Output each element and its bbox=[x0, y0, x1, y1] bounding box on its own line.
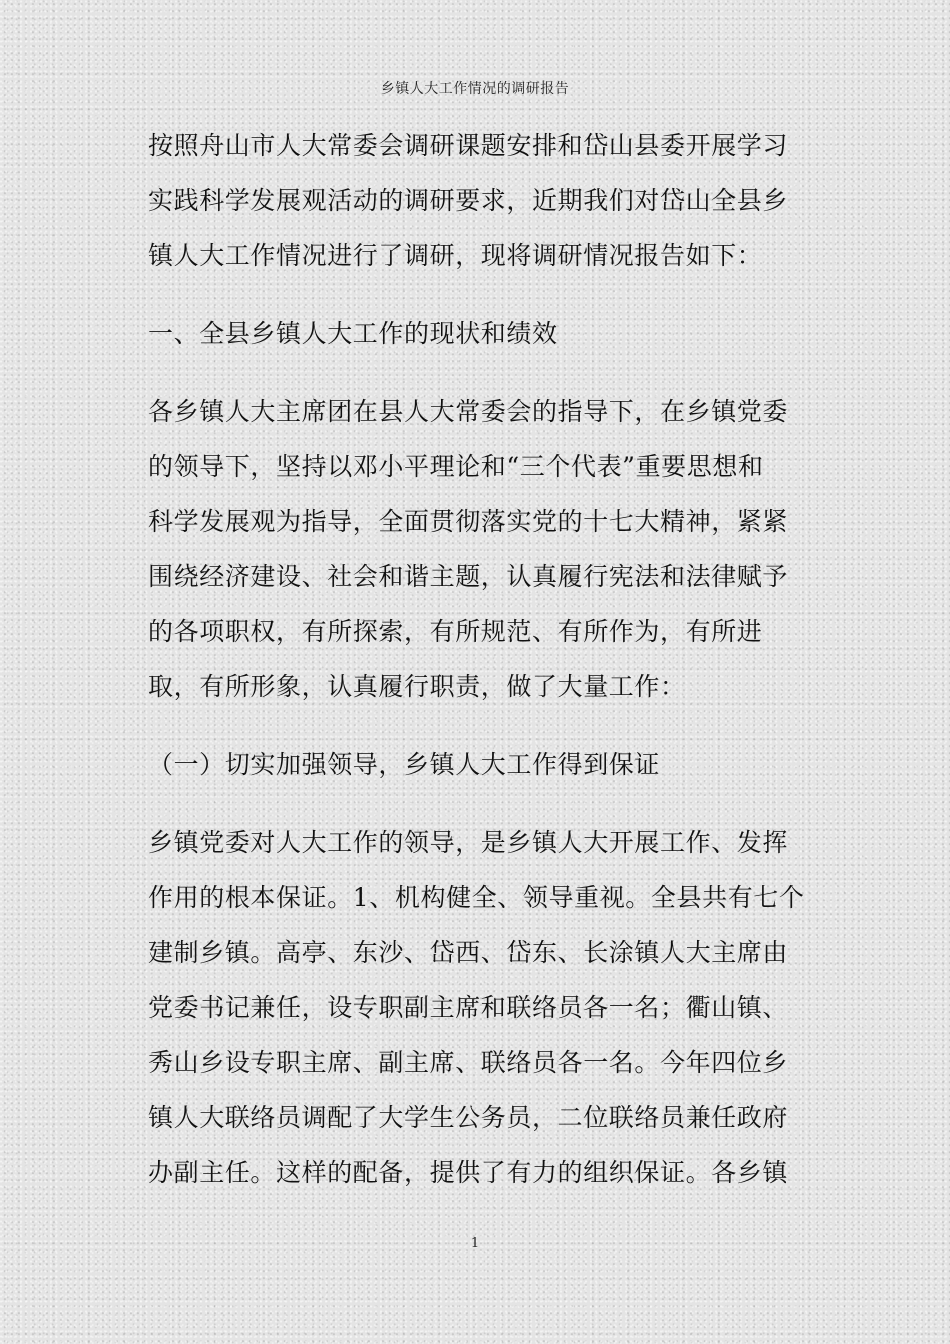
text-line: 办副主任。这样的配备，提供了有力的组织保证。各乡镇 bbox=[148, 1158, 789, 1187]
paragraph-status bbox=[148, 384, 808, 714]
text-line: 党委书记兼任，设专职副主席和联络员各一名；衢山镇、 bbox=[148, 993, 789, 1022]
paragraph-leadership bbox=[148, 815, 808, 1200]
running-header: 乡镇人大工作情况的调研报告 bbox=[380, 81, 570, 97]
text-line: 建制乡镇。高亭、东沙、岱西、岱东、长涂镇人大主席由 bbox=[148, 938, 789, 967]
section-heading: 一、全县乡镇人大工作的现状和绩效 bbox=[148, 319, 558, 348]
document-body bbox=[148, 118, 808, 1200]
text-line: 科学发展观为指导，全面贯彻落实党的十七大精神，紧紧 bbox=[148, 507, 789, 536]
text-line: 实践科学发展观活动的调研要求，近期我们对岱山全县乡 bbox=[148, 186, 789, 215]
text-line: 按照舟山市人大常委会调研课题安排和岱山县委开展学习 bbox=[148, 131, 789, 160]
text-line: 镇人大工作情况进行了调研，现将调研情况报告如下： bbox=[148, 241, 763, 270]
page-number: 1 bbox=[470, 1236, 480, 1251]
subsection-heading: （一）切实加强领导，乡镇人大工作得到保证 bbox=[148, 750, 661, 779]
text-line: 秀山乡设专职主席、副主席、联络员各一名。今年四位乡 bbox=[148, 1048, 789, 1077]
text-line: 各乡镇人大主席团在县人大常委会的指导下，在乡镇党委 bbox=[148, 397, 789, 426]
text-line: 的领导下，坚持以邓小平理论和“三个代表”重要思想和 bbox=[148, 452, 764, 481]
text-line: 的各项职权，有所探索，有所规范、有所作为，有所进 bbox=[148, 617, 763, 646]
text-line: 围绕经济建设、社会和谐主题，认真履行宪法和法律赋予 bbox=[148, 562, 789, 591]
text-line: 镇人大联络员调配了大学生公务员，二位联络员兼任政府 bbox=[148, 1103, 789, 1132]
text-line: 作用的根本保证。1、机构健全、领导重视。全县共有七个 bbox=[148, 883, 805, 912]
paragraph-intro bbox=[148, 118, 808, 283]
text-line: 取，有所形象，认真履行职责，做了大量工作： bbox=[148, 672, 686, 701]
text-line: 乡镇党委对人大工作的领导，是乡镇人大开展工作、发挥 bbox=[148, 828, 789, 857]
